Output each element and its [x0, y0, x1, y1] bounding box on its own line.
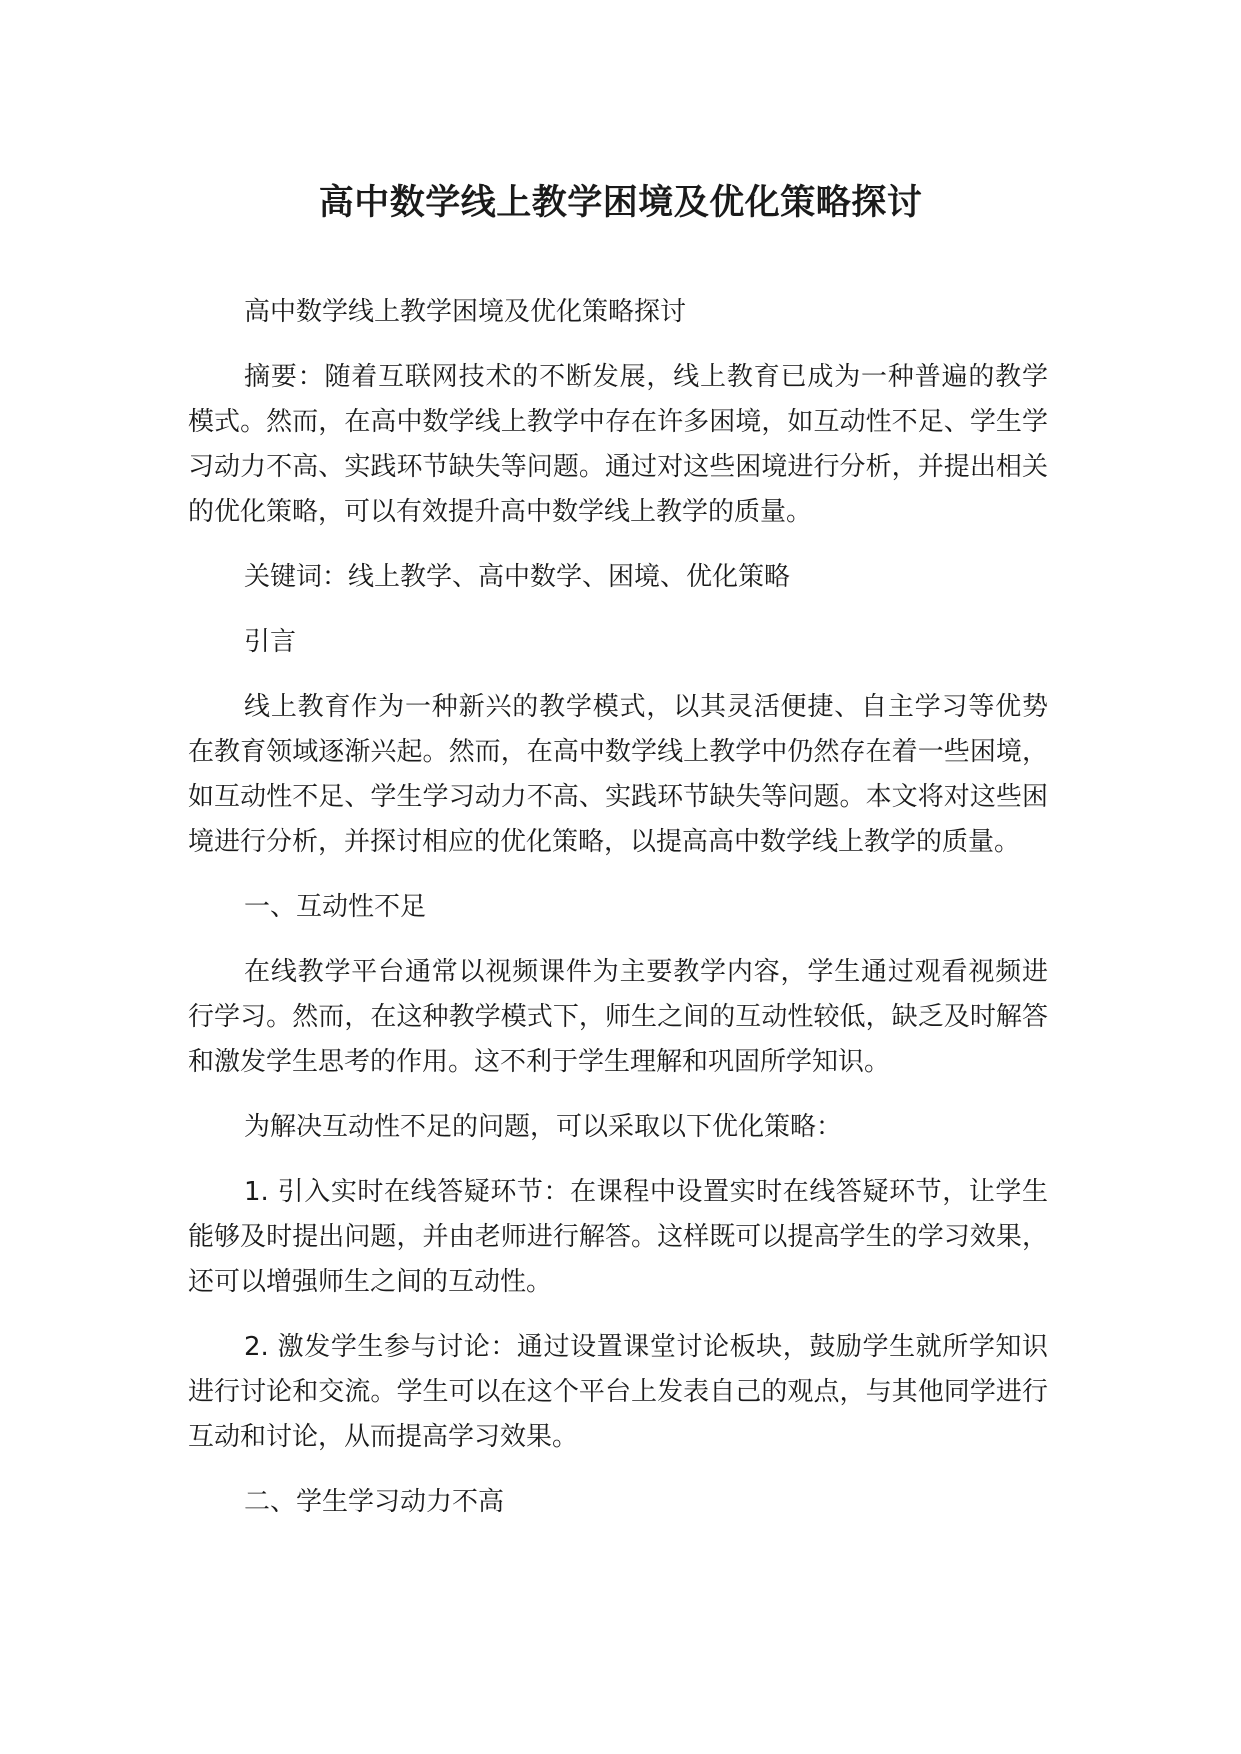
strategy-item-2: 2. 激发学生参与讨论：通过设置课堂讨论板块，鼓励学生就所学知识进行讨论和交流。学生可以在这个平台上发表自己的观点，与其他同学进行互动和讨论，从而提高学习效果。	[188, 1332, 1048, 1452]
page-title: 高中数学线上教学困境及优化策略探讨	[318, 183, 923, 223]
strategy-item-1: 1. 引入实时在线答疑环节：在课程中设置实时在线答疑环节，让学生能够及时提出问题，并由老师进行解答。这样既可以提高学生的学习效果，还可以增强师生之间的互动性。	[188, 1177, 1048, 1297]
section-heading-1: 一、互动性不足	[244, 892, 427, 922]
introduction-paragraph: 线上教育作为一种新兴的教学模式，以其灵活便捷、自主学习等优势在教育领域逐渐兴起。然而，在高中数学线上教学中仍然存在着一些困境，如互动性不足、学生学习动力不高、实践环节缺失等问题。本文将对这些困境进行分析，并探讨相应的优化策略，以提高高中数学线上教学的质量。	[188, 692, 1048, 857]
abstract-paragraph: 摘要：随着互联网技术的不断发展，线上教育已成为一种普遍的教学模式。然而，在高中数学线上教学中存在许多困境，如互动性不足、学生学习动力不高、实践环节缺失等问题。通过对这些困境进行分析，并提出相关的优化策略，可以有效提升高中数学线上教学的质量。	[188, 362, 1048, 527]
document-body	[188, 290, 1048, 1545]
subtitle-paragraph: 高中数学线上教学困境及优化策略探讨	[244, 297, 687, 327]
section-1-paragraph: 在线教学平台通常以视频课件为主要教学内容，学生通过观看视频进行学习。然而，在这种教学模式下，师生之间的互动性较低，缺乏及时解答和激发学生思考的作用。这不利于学生理解和巩固所学知识。	[188, 957, 1048, 1077]
keywords-paragraph: 关键词：线上教学、高中数学、困境、优化策略	[244, 562, 791, 592]
section-heading-introduction: 引言	[244, 627, 297, 657]
section-heading-2: 二、学生学习动力不高	[244, 1487, 505, 1517]
strategy-intro-paragraph: 为解决互动性不足的问题，可以采取以下优化策略：	[244, 1112, 843, 1142]
